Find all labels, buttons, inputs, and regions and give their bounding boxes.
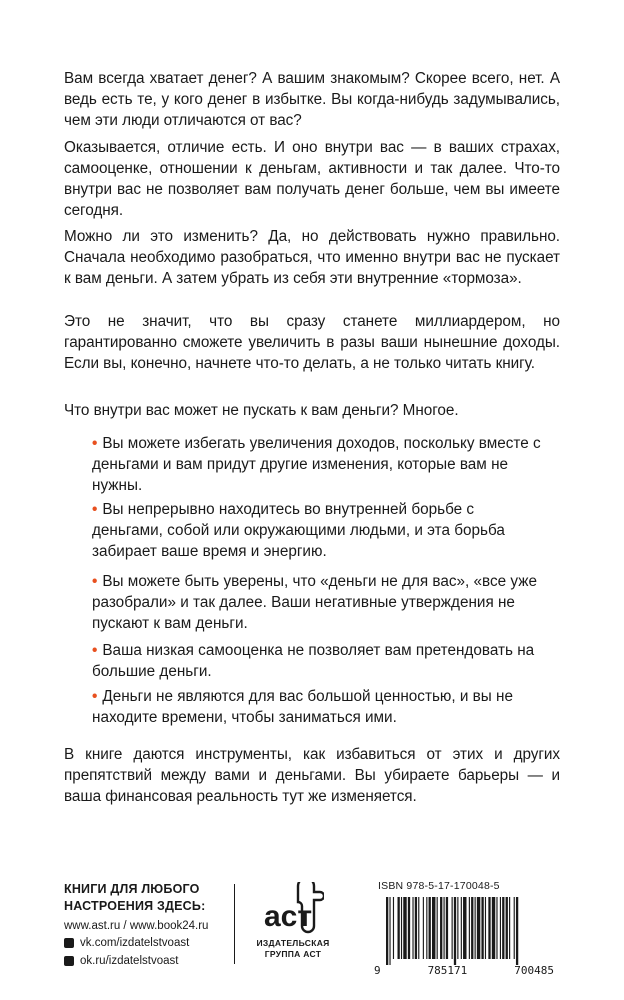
barcode-bar xyxy=(485,897,486,959)
barcode-bar xyxy=(444,897,445,959)
bullet-dot-icon: • xyxy=(92,642,98,659)
barcode-bar xyxy=(461,897,462,959)
website-links[interactable]: www.ast.ru / www.book24.ru xyxy=(64,920,209,932)
paragraph-conclusion: В книге даются инструменты, как избавиться от этих и других препятствий между вами и деньгами. Вы убираете барьеры — и ваша финансовая реальность тут же изменяется. xyxy=(64,746,560,805)
barcode-bar xyxy=(386,897,388,965)
ast-logo-icon xyxy=(262,882,324,934)
barcode-bar xyxy=(440,897,442,959)
footer-heading: КНИГИ ДЛЯ ЛЮБОГО НАСТРОЕНИЯ ЗДЕСЬ: xyxy=(64,882,206,913)
barcode-bar xyxy=(492,897,495,959)
bullet-dot-icon: • xyxy=(92,688,98,705)
barcode-digits: 9 785171 700485 xyxy=(374,964,554,977)
barcode-bar xyxy=(477,897,480,959)
barcode-bar xyxy=(481,897,483,959)
barcode-bar xyxy=(496,897,497,959)
barcode-bar xyxy=(408,897,410,959)
barcode-bar xyxy=(403,897,406,959)
barcode-bar xyxy=(437,897,438,959)
barcode-bar xyxy=(446,897,448,959)
bullet-dot-icon: • xyxy=(92,501,98,518)
barcode-bar xyxy=(471,897,473,959)
barcode-bar xyxy=(514,897,515,959)
paragraph-change: Можно ли это изменить? Да, но действовать нужно правильно. Сначала необходимо разобраться, что именно внутри вас не пускает к вам деньги. А затем убрать из себя эти внутренние «тормоза». xyxy=(64,228,560,287)
vk-link[interactable]: vk.com/izdatelstvoast xyxy=(64,934,234,952)
barcode-bar xyxy=(502,897,504,959)
barcode-bar xyxy=(500,897,501,959)
barcode-block xyxy=(372,880,558,977)
list-item: • Вы можете быть уверены, что «деньги не для вас», «все уже разобрали» и так далее. Ваши негативные утверждения не пускают к вам деньги. xyxy=(92,573,537,632)
ok-link[interactable]: ok.ru/izdatelstvoast xyxy=(64,952,234,970)
publisher-name: ИЗДАТЕЛЬСКАЯ ГРУППА АСТ xyxy=(256,938,330,959)
barcode-bar xyxy=(488,897,490,959)
barcode-bar xyxy=(469,897,470,959)
barcode-bar xyxy=(389,897,390,965)
list-item: • Вы можете избегать увеличения доходов, поскольку вместе с деньгами и вам придут другие изменения, которые вам не нужны. xyxy=(92,435,541,494)
barcode-bar xyxy=(475,897,476,959)
barcode-bar xyxy=(401,897,402,959)
barcode-icon xyxy=(372,895,558,965)
barcode-bar xyxy=(463,897,466,959)
vk-icon xyxy=(64,938,74,948)
paragraph-result: Это не значит, что вы сразу станете миллиардером, но гарантированно сможете увеличить в разы ваши нынешние доходы. Если вы, конечно, начнете что-то делать, а не только читать книгу. xyxy=(64,313,560,372)
bullet-dot-icon: • xyxy=(92,573,98,590)
barcode-bar xyxy=(423,897,424,959)
barcode-bar xyxy=(452,897,453,959)
paragraph-intro: Вам всегда хватает денег? А вашим знакомым? Скорее всего, нет. А ведь есть те, у кого денег в избытке. Вы когда-нибудь задумывались, чем эти люди отличаются от вас? xyxy=(64,70,560,129)
footer-divider xyxy=(234,884,235,964)
footer-links xyxy=(64,881,234,970)
list-item: • Вы непрерывно находитесь во внутренней борьбе с деньгами, собой или окружающими людьми, и эта борьба забирает ваше время и энергию. xyxy=(92,501,505,560)
paragraph-question: Что внутри вас может не пускать к вам деньги? Многое. xyxy=(64,402,459,419)
barcode-bar xyxy=(454,897,456,965)
barcode-bar xyxy=(516,897,518,965)
ok-icon xyxy=(64,956,74,966)
barcode-bar xyxy=(418,897,419,959)
barcode-bar xyxy=(412,897,413,959)
list-item: • Деньги не являются для вас большой ценностью, и вы не находите времени, чтобы заниматься ими. xyxy=(92,688,514,726)
isbn-number: ISBN 978-5-17-170048-5 xyxy=(378,880,500,892)
publisher-logo xyxy=(248,882,338,960)
barcode-bar xyxy=(509,897,510,959)
barcode-bar xyxy=(429,897,431,959)
barcode-bar xyxy=(432,897,435,959)
barcode-bar xyxy=(506,897,508,959)
list-item: • Ваша низкая самооценка не позволяет вам претендовать на большие деньги. xyxy=(92,642,535,680)
bullet-dot-icon: • xyxy=(92,435,98,452)
barcode-bar xyxy=(426,897,427,959)
barcode-bar xyxy=(415,897,417,959)
barcode-bar xyxy=(393,897,394,959)
svg-text:аст: аст xyxy=(264,900,313,933)
barcode-bar xyxy=(398,897,400,959)
barcode-bar xyxy=(457,897,458,959)
paragraph-difference: Оказывается, отличие есть. И оно внутри вас — в ваших страхах, самооценке, отношении к деньгам, активности и так далее. Что-то внутри вас не позволяет вам получать денег больше, чем вы имеете сегодня. xyxy=(64,139,560,219)
